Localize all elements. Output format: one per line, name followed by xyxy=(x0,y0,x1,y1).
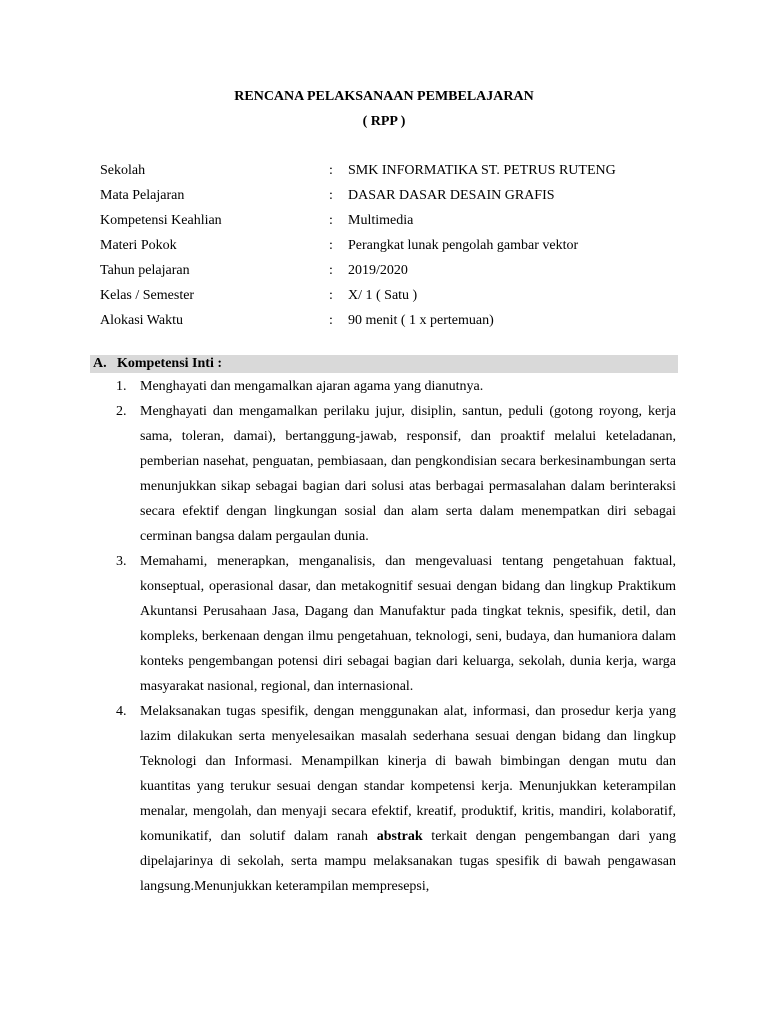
info-value: Perangkat lunak pengolah gambar vektor xyxy=(348,238,579,253)
list-item xyxy=(116,399,676,549)
info-colon: : xyxy=(329,188,333,203)
list-item-number: 4. xyxy=(116,704,127,719)
info-colon: : xyxy=(329,263,333,278)
list-item-text: Memahami, menerapkan, menganalisis, dan mengevaluasi tentang pengetahuan faktual, konseptual, operasional dasar, dan metakognitif sesuai dengan bidang dan lingkup Praktikum Akuntansi Perusahaan Jasa, Dagang dan Manufaktur pada tingkat teknis, spesifik, detil, dan kompleks, berkenaan dengan ilmu pengetahuan, teknologi, seni, budaya, dan humaniora dalam konteks pengembangan potensi diri sebagai bagian dari keluarga, sekolah, dunia kerja, warga masyarakat nasional, regional, dan internasional. xyxy=(140,554,676,694)
info-row-mata-pelajaran xyxy=(100,186,700,211)
info-row-sekolah xyxy=(100,161,700,186)
bold-term: abstrak xyxy=(376,829,423,844)
list-item xyxy=(116,374,676,399)
text-segment: Melaksanakan tugas spesifik, dengan menggunakan alat, informasi, dan prosedur kerja yang lazim dilakukan serta menyelesaikan masalah sederhana sesuai dengan bidang dan lingkup Teknologi dan Informasi. Menampilkan kinerja di bawah bimbingan dengan mutu dan kuantitas yang terukur sesuai dengan standar kompetensi kerja. Menunjukkan keterampilan menalar, mengolah, dan menyaji secara efektif, kreatif, produktif, kritis, mandiri, kolaboratif, komunikatif, dan solutif dalam ranah xyxy=(140,704,676,844)
list-item xyxy=(116,549,676,699)
list-item-text: Menghayati dan mengamalkan perilaku jujur, disiplin, santun, peduli (gotong royong, kerja sama, toleran, damai), bertanggung-jawab, responsif, dan proaktif melalui keteladanan, pemberian nasehat, penguatan, pembiasaan, dan pengkondisian secara berkesinambungan serta menunjukkan sikap sebagai bagian dari solusi atas berbagai permasalahan dalam berinteraksi secara efektif dengan lingkungan sosial dan alam serta dalam menempatkan diri sebagai cerminan bangsa dalam pergaulan dunia. xyxy=(140,404,676,544)
info-value: X/ 1 ( Satu ) xyxy=(348,288,418,303)
list-item-text: Menghayati dan mengamalkan ajaran agama yang dianutnya. xyxy=(140,379,484,394)
info-row-alokasi-waktu xyxy=(100,311,700,336)
section-letter: A. xyxy=(93,356,107,371)
document-title: RENCANA PELAKSANAAN PEMBELAJARAN xyxy=(234,89,534,104)
info-label: Tahun pelajaran xyxy=(100,263,190,278)
list-item-text xyxy=(140,699,676,899)
info-row-kompetensi-keahlian xyxy=(100,211,700,236)
document-subtitle: ( RPP ) xyxy=(362,114,406,129)
info-value: Multimedia xyxy=(348,213,414,228)
info-row-kelas-semester xyxy=(100,286,700,311)
info-colon: : xyxy=(329,313,333,328)
info-table xyxy=(100,161,700,336)
info-colon: : xyxy=(329,213,333,228)
list-item-number: 1. xyxy=(116,379,127,394)
list-item-number: 3. xyxy=(116,554,127,569)
info-label: Materi Pokok xyxy=(100,238,177,253)
info-colon: : xyxy=(329,238,333,253)
text-segment: terkait dengan pengembangan dari yang dipelajarinya di sekolah, serta mampu melaksanakan tugas spesifik di bawah pengawasan langsung.Menunjukkan keterampilan mempresepsi, xyxy=(140,829,676,894)
info-colon: : xyxy=(329,163,333,178)
info-colon: : xyxy=(329,288,333,303)
info-label: Alokasi Waktu xyxy=(100,313,183,328)
info-value: 2019/2020 xyxy=(348,263,408,278)
info-row-materi-pokok xyxy=(100,236,700,261)
info-label: Kelas / Semester xyxy=(100,288,195,303)
info-label: Sekolah xyxy=(100,163,146,178)
info-value: DASAR DASAR DESAIN GRAFIS xyxy=(348,188,555,203)
info-label: Mata Pelajaran xyxy=(100,188,185,203)
list-item xyxy=(116,699,676,899)
info-row-tahun-pelajaran xyxy=(100,261,700,286)
section-heading-text: Kompetensi Inti : xyxy=(117,356,222,371)
info-value: SMK INFORMATIKA ST. PETRUS RUTENG xyxy=(348,163,616,178)
section-heading xyxy=(93,355,222,373)
kompetensi-inti-list xyxy=(116,374,676,899)
info-label: Kompetensi Keahlian xyxy=(100,213,222,228)
info-value: 90 menit ( 1 x pertemuan) xyxy=(348,313,494,328)
list-item-number: 2. xyxy=(116,404,127,419)
